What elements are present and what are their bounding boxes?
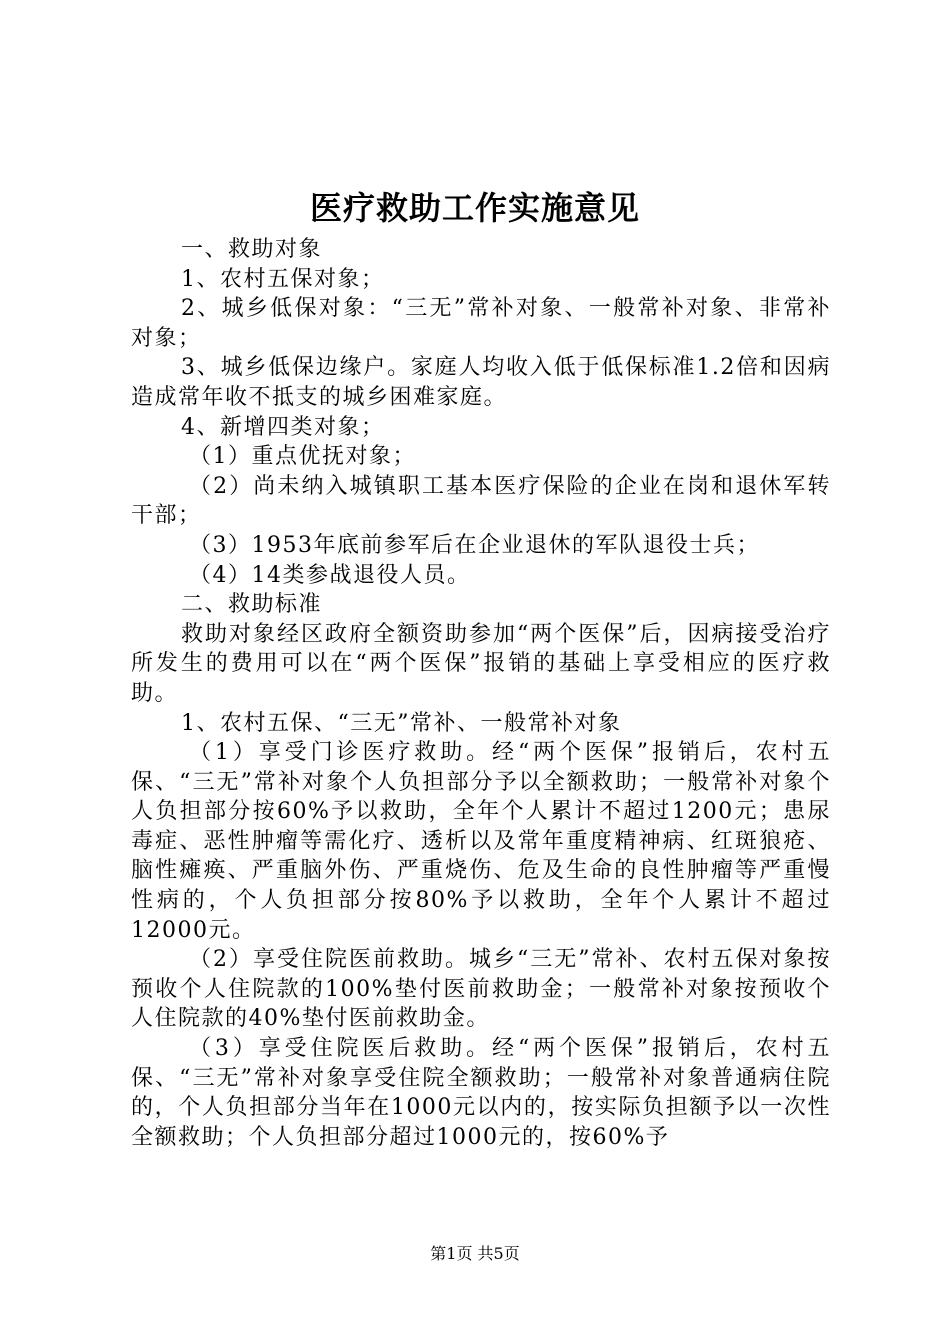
list-item: 2、城乡低保对象：“三无”常补对象、一般常补对象、非常补对象； (131, 296, 831, 351)
list-item: 3、城乡低保边缘户。家庭人均收入低于低保标准1.2倍和因病造成常年收不抵支的城乡困难家庭。 (131, 355, 831, 410)
body-paragraph: 救助对象经区政府全额资助参加“两个医保”后，因病接受治疗所发生的费用可以在“两个医保”报销的基础上享受相应的医疗救助。 (131, 621, 831, 706)
subsection-heading: 1、农村五保、“三无”常补、一般常补对象 (181, 710, 622, 736)
sub-list-item: （1）重点优抚对象； (189, 444, 416, 470)
body-paragraph: （2）享受住院医前救助。城乡“三无”常补、农村五保对象按预收个人住院款的100%垫付医前救助金；一般常补对象按预收个人住院款的40%垫付医前救助金。 (131, 947, 831, 1032)
sub-list-item: （3）1953年底前参军后在企业退休的军队退役士兵； (189, 532, 760, 558)
body-paragraph: （3）享受住院医后救助。经“两个医保”报销后，农村五保、“三无”常补对象享受住院全额救助；一般常补对象普通病住院的，个人负担部分当年在1000元以内的，按实际负担额予以一次性全额救助；个人负担部分超过1000元的，按60%予 (131, 1036, 831, 1150)
section-heading-recipients: 一、救助对象 (181, 237, 323, 262)
list-item: 1、农村五保对象； (181, 266, 385, 292)
body-paragraph: （1）享受门诊医疗救助。经“两个医保”报销后，农村五保、“三无”常补对象个人负担部分予以全额救助；一般常补对象个人负担部分按60%予以救助，全年个人累计不超过1200元；患尿毒症、恶性肿瘤等需化疗、透析以及常年重度精神病、红斑狼疮、脑性瘫痪、严重脑外伤、严重烧伤、危及生命的良性肿瘤等严重慢性病的，个人负担部分按80%予以救助，全年个人累计不超过12000元。 (131, 740, 831, 943)
sub-list-item: （4）14类参战退役人员。 (189, 562, 471, 588)
page-footer: 第1页 共5页 (430, 1244, 520, 1263)
document-body (131, 235, 831, 1152)
section-heading-standards: 二、救助标准 (181, 592, 323, 618)
list-item: 4、新增四类对象； (181, 414, 385, 440)
document-title: 医疗救助工作实施意见 (309, 189, 640, 227)
sub-list-item: （2）尚未纳入城镇职工基本医疗保险的企业在岗和退休军转干部； (131, 473, 831, 529)
